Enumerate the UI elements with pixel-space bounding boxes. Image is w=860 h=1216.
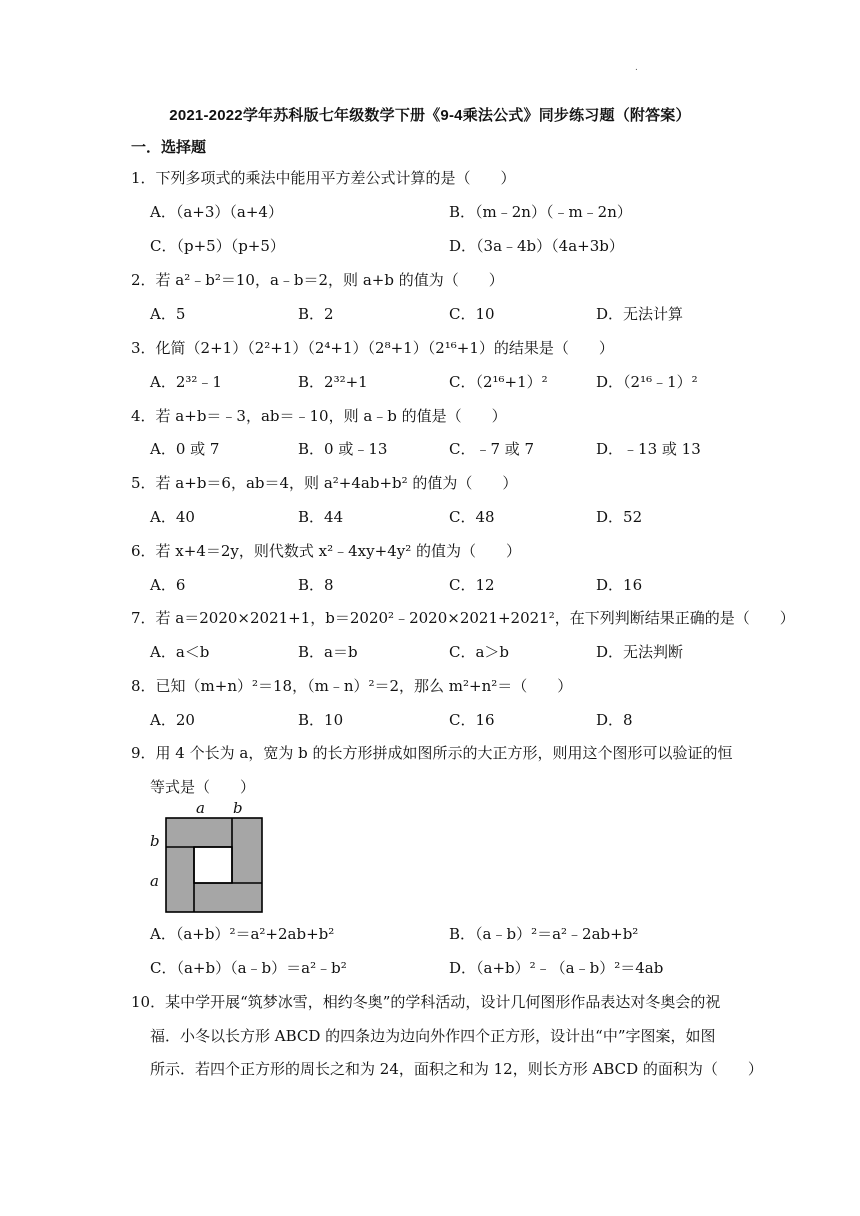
q5-option-c[interactable]: C．48 (449, 508, 495, 526)
q5-option-d[interactable]: D．52 (596, 508, 643, 526)
q4-option-c[interactable]: C．﹣7 或 7 (449, 440, 535, 458)
q5-option-a[interactable]: A．40 (150, 508, 195, 526)
q2-option-d[interactable]: D．无法计算 (596, 305, 684, 323)
q6-option-c[interactable]: C．12 (449, 576, 495, 594)
q4-option-b[interactable]: B．0 或﹣13 (298, 440, 388, 458)
figure-label-left-a: a (150, 872, 159, 890)
q7-option-d[interactable]: D．无法判断 (596, 643, 684, 661)
q8-option-a[interactable]: A．20 (150, 711, 195, 729)
q9-option-d[interactable]: D．（a+b）²﹣（a﹣b）²＝4ab (449, 959, 664, 977)
figure-label-left-b: b (150, 832, 160, 850)
question-8-stem: 8．已知（m+n）²＝18，（m﹣n）²＝2，那么 m²+n²＝（ ） (131, 677, 573, 695)
question-7-stem: 7．若 a＝2020×2021+1，b＝2020²﹣2020×2021+2021²，在下列判断结果正确的是（ ） (131, 609, 795, 627)
question-1-stem: 1．下列多项式的乘法中能用平方差公式计算的是（ ） (131, 169, 516, 187)
q4-option-a[interactable]: A．0 或 7 (150, 440, 220, 458)
question-6-stem: 6．若 x+4＝2y，则代数式 x²﹣4xy+4y² 的值为（ ） (131, 542, 521, 560)
q6-option-d[interactable]: D．16 (596, 576, 643, 594)
question-9-stem-line-2: 等式是（ ） (150, 778, 256, 796)
header-mark: . (635, 62, 638, 73)
q3-option-a[interactable]: A．2³²﹣1 (150, 373, 222, 391)
q7-option-b[interactable]: B．a＝b (298, 643, 358, 661)
question-4-stem: 4．若 a+b＝﹣3，ab＝﹣10，则 a﹣b 的值是（ ） (131, 407, 507, 425)
q2-option-a[interactable]: A．5 (150, 305, 186, 323)
q6-option-a[interactable]: A．6 (150, 576, 186, 594)
question-10-stem-line-3: 所示．若四个正方形的周长之和为 24，面积之和为 12，则长方形 ABCD 的面积为（ ） (150, 1060, 763, 1078)
page-title: 2021-2022学年苏科版七年级数学下册《9-4乘法公式》同步练习题（附答案） (169, 107, 691, 124)
question-9-stem-line-1: 9．用 4 个长为 a，宽为 b 的长方形拼成如图所示的大正方形，则用这个图形可以验证的恒 (131, 744, 733, 762)
question-2-stem: 2．若 a²﹣b²＝10，a﹣b＝2，则 a+b 的值为（ ） (131, 271, 504, 289)
q1-option-b[interactable]: B．（m﹣2n）（﹣m﹣2n） (449, 203, 632, 221)
q5-option-b[interactable]: B．44 (298, 508, 344, 526)
q3-option-d[interactable]: D．（2¹⁶﹣1）² (596, 373, 698, 391)
question-10-stem-line-1: 10．某中学开展“筑梦冰雪，相约冬奥”的学科活动，设计几何图形作品表达对冬奥会的祝 (131, 993, 721, 1011)
q9-option-c[interactable]: C．（a+b）（a﹣b）＝a²﹣b² (150, 959, 347, 977)
q7-option-a[interactable]: A．a＜b (150, 643, 210, 661)
question-3-stem: 3．化简（2+1）（2²+1）（2⁴+1）（2⁸+1）（2¹⁶+1）的结果是（ ） (131, 339, 614, 357)
q8-option-d[interactable]: D．8 (596, 711, 633, 729)
q1-option-a[interactable]: A．（a+3）（a+4） (150, 203, 283, 221)
q8-option-c[interactable]: C．16 (449, 711, 495, 729)
q4-option-d[interactable]: D．﹣13 或 13 (596, 440, 701, 458)
square-figure (144, 800, 268, 916)
figure-label-top-a: a (196, 800, 205, 817)
figure-label-top-b: b (233, 800, 243, 817)
section-heading: 一．选择题 (131, 139, 207, 156)
q2-option-c[interactable]: C．10 (449, 305, 495, 323)
q2-option-b[interactable]: B．2 (298, 305, 334, 323)
q3-option-c[interactable]: C．（2¹⁶+1）² (449, 373, 548, 391)
question-10-stem-line-2: 福．小冬以长方形 ABCD 的四条边为边向外作四个正方形，设计出“中”字图案，如图 (150, 1027, 716, 1045)
q1-option-c[interactable]: C．（p+5）（p+5） (150, 237, 285, 255)
q7-option-c[interactable]: C．a＞b (449, 643, 510, 661)
inner-square (194, 847, 232, 883)
q9-option-a[interactable]: A．（a+b）²＝a²+2ab+b² (150, 925, 335, 943)
q3-option-b[interactable]: B．2³²+1 (298, 373, 368, 391)
q8-option-b[interactable]: B．10 (298, 711, 344, 729)
q6-option-b[interactable]: B．8 (298, 576, 334, 594)
question-5-stem: 5．若 a+b＝6，ab＝4，则 a²+4ab+b² 的值为（ ） (131, 474, 518, 492)
q1-option-d[interactable]: D．（3a﹣4b）（4a+3b） (449, 237, 624, 255)
q9-option-b[interactable]: B．（a﹣b）²＝a²﹣2ab+b² (449, 925, 639, 943)
